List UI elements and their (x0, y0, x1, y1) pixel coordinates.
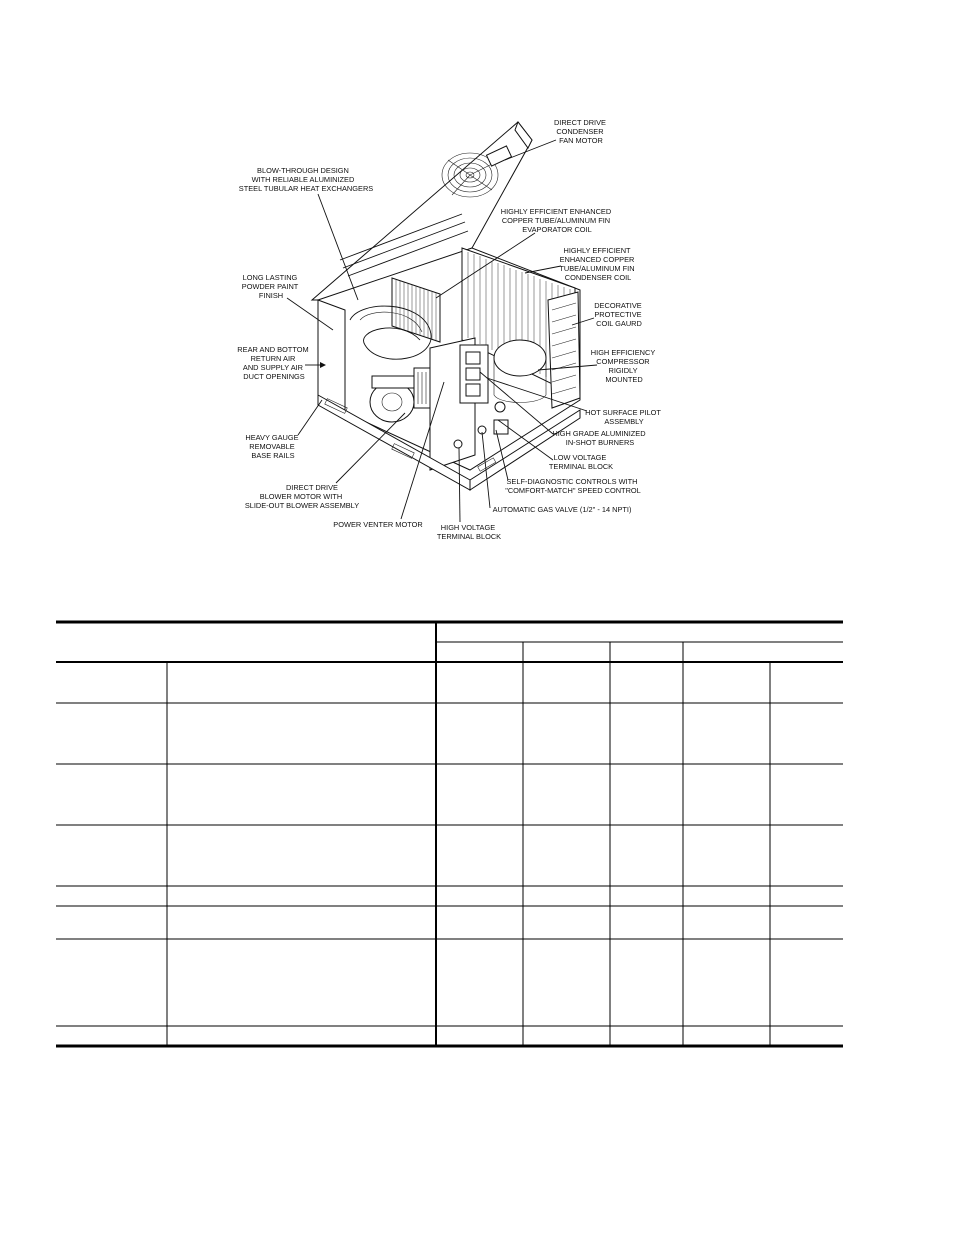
spec-table-grid (0, 600, 954, 1060)
callout-condenser-coil: HIGHLY EFFICIENT ENHANCED COPPER TUBE/ALUMINUM FIN CONDENSER COIL (559, 246, 635, 282)
unit-cutaway-diagram (0, 0, 954, 600)
callout-hot-surface-pilot: HOT SURFACE PILOT ASSEMBLY (585, 408, 661, 426)
callout-burners: HIGH GRADE ALUMINIZED IN-SHOT BURNERS (552, 429, 646, 447)
callout-blow-through: BLOW-THROUGH DESIGN WITH RELIABLE ALUMINIZED STEEL TUBULAR HEAT EXCHANGERS (238, 166, 374, 193)
callout-fan-motor: DIRECT DRIVE CONDENSER FAN MOTOR (553, 118, 606, 145)
callout-coil-guard: DECORATIVE PROTECTIVE COIL GAURD (594, 301, 642, 328)
callout-power-venter: POWER VENTER MOTOR (333, 520, 423, 529)
callout-base-rails: HEAVY GAUGE REMOVABLE BASE RAILS (245, 433, 299, 460)
callout-evaporator-coil: HIGHLY EFFICIENT ENHANCED COPPER TUBE/ALUMINUM FIN EVAPORATOR COIL (500, 207, 612, 234)
callout-duct-openings: REAR AND BOTTOM RETURN AIR AND SUPPLY AIR DUCT OPENINGS (237, 345, 309, 381)
callout-paint: LONG LASTING POWDER PAINT FINISH (241, 273, 299, 300)
callout-gas-valve: AUTOMATIC GAS VALVE (1/2" - 14 NPTI) (492, 505, 632, 514)
callout-low-voltage: LOW VOLTAGE TERMINAL BLOCK (548, 453, 614, 471)
callout-high-voltage: HIGH VOLTAGE TERMINAL BLOCK (436, 523, 502, 541)
callout-compressor: HIGH EFFICIENCY COMPRESSOR RIGIDLY MOUNTED (590, 348, 656, 384)
callout-blower-motor: DIRECT DRIVE BLOWER MOTOR WITH SLIDE-OUT BLOWER ASSEMBLY (244, 483, 360, 510)
callout-self-diagnostic: SELF-DIAGNOSTIC CONTROLS WITH "COMFORT-MATCH" SPEED CONTROL (505, 477, 641, 495)
